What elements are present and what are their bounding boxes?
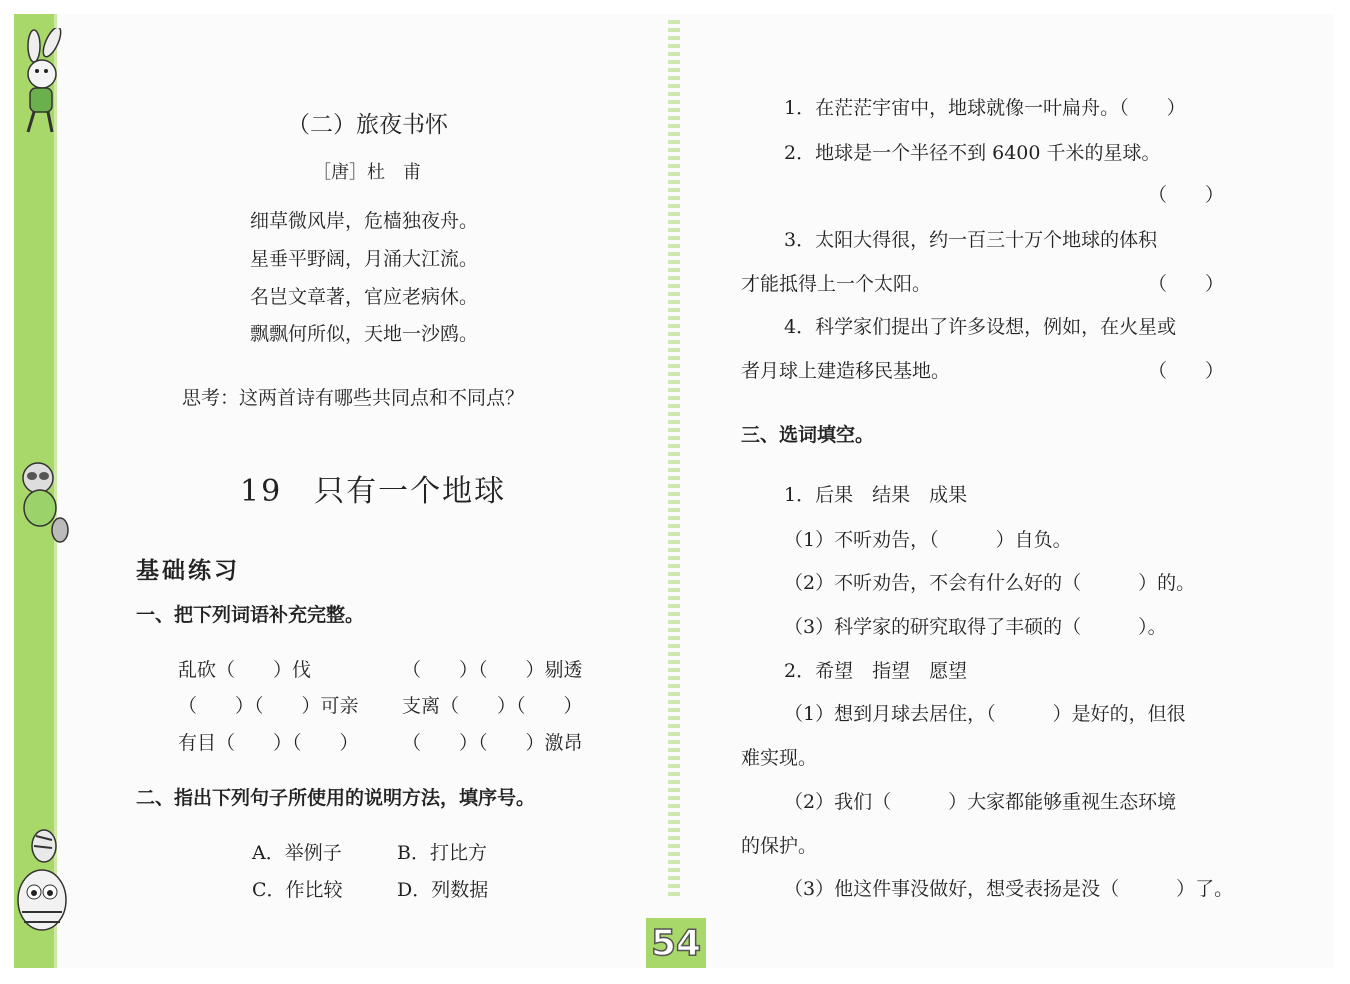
statement-3-line1: 3．太阳大得很，约一百三十万个地球的体积	[784, 229, 1158, 251]
q1-row2-left: （ ）（ ）可亲	[178, 695, 359, 717]
q1-row2-right: 支离（ ）（ ）	[402, 695, 583, 717]
q2-option-b: B．打比方	[397, 842, 487, 864]
raccoon-mascot-icon	[12, 456, 70, 546]
poem-title: （二）旅夜书怀	[287, 112, 448, 138]
q3-group2-item2-line2: 的保护。	[741, 835, 818, 857]
tiger-mascot-icon	[12, 826, 70, 946]
lesson-title: 19 只有一个地球	[240, 474, 507, 509]
statement-1: 1．在茫茫宇宙中，地球就像一叶扁舟。（ ）	[784, 97, 1186, 119]
q2-option-a: A．举例子	[252, 842, 342, 864]
poem-line-1: 细草微风岸，危樯独夜舟。	[250, 210, 479, 232]
statement-3-line2: 才能抵得上一个太阳。	[741, 273, 932, 295]
book-spine-divider	[668, 20, 680, 900]
poem-line-2: 星垂平野阔，月涌大江流。	[250, 248, 479, 270]
q3-group1-item3: （3）科学家的研究取得了丰硕的（ ）。	[784, 616, 1167, 638]
poem-line-4: 飘飘何所似，天地一沙鸥。	[250, 323, 479, 345]
q1-row3-left: 有目（ ）（ ）	[178, 732, 359, 754]
poem-author: ［唐］杜 甫	[313, 162, 421, 183]
think-question: 思考：这两首诗有哪些共同点和不同点？	[182, 387, 525, 409]
q3-group2-item1-line2: 难实现。	[741, 747, 818, 769]
q1-row3-right: （ ）（ ）激昂	[402, 732, 583, 754]
q3-group1-item2: （2）不听劝告，不会有什么好的（ ）的。	[784, 572, 1196, 594]
basic-practice-heading: 基础练习	[136, 558, 240, 584]
q3-group2-words: 2．希望 指望 愿望	[784, 660, 968, 682]
statement-4-answer-blank: （ ）	[1148, 360, 1225, 382]
statement-4-line2: 者月球上建造移民基地。	[741, 360, 951, 382]
q3-group2-item1-line1: （1）想到月球去居住，（ ）是好的，但很	[784, 703, 1186, 725]
q1-row1-left: 乱砍（ ）伐	[178, 659, 312, 681]
statement-2: 2．地球是一个半径不到 6400 千米的星球。	[784, 142, 1161, 164]
q1-heading: 一、把下列词语补充完整。	[136, 604, 365, 626]
q3-group1-words: 1．后果 结果 成果	[784, 484, 968, 506]
rabbit-mascot-icon	[12, 28, 70, 138]
q2-option-d: D．列数据	[397, 879, 489, 901]
q3-heading: 三、选词填空。	[741, 424, 875, 446]
poem-line-3: 名岂文章著，官应老病休。	[250, 286, 479, 308]
q1-row1-right: （ ）（ ）剔透	[402, 659, 583, 681]
statement-4-line1: 4．科学家们提出了许多设想，例如，在火星或	[784, 316, 1177, 338]
statement-3-answer-blank: （ ）	[1148, 273, 1225, 295]
q2-option-c: C．作比较	[252, 879, 343, 901]
statement-2-answer-blank: （ ）	[1148, 184, 1225, 206]
q3-group2-item2-line1: （2）我们（ ）大家都能够重视生态环境	[784, 791, 1177, 813]
q2-heading: 二、指出下列句子所使用的说明方法，填序号。	[136, 787, 536, 809]
q3-group2-item3: （3）他这件事没做好，想受表扬是没（ ）了。	[784, 878, 1234, 900]
page-number: 54	[646, 918, 706, 968]
q3-group1-item1: （1）不听劝告，（ ）自负。	[784, 529, 1072, 551]
